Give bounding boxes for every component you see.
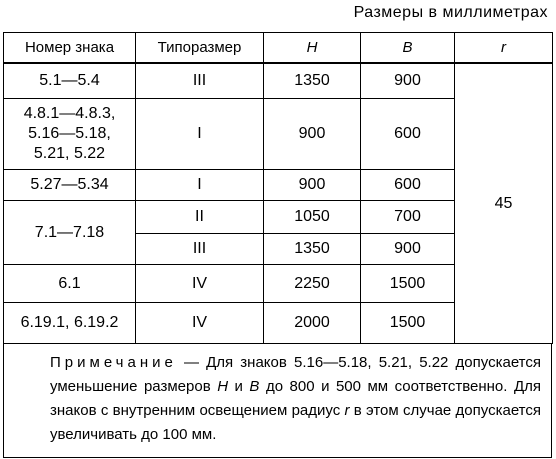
note-box bbox=[3, 343, 552, 458]
cell-h: 2000 bbox=[264, 303, 361, 344]
cell-type: IV bbox=[136, 303, 264, 344]
cell-sign: 7.1—7.18 bbox=[4, 201, 136, 265]
cell-sign-line: 5.16—5.18, bbox=[28, 125, 111, 142]
header-sign-number: Номер знака bbox=[4, 33, 136, 64]
cell-sign: 6.19.1, 6.19.2 bbox=[4, 303, 136, 344]
header-b: B bbox=[361, 33, 455, 64]
cell-h: 1350 bbox=[264, 234, 361, 265]
cell-sign-line: 4.8.1—4.8.3, bbox=[23, 105, 116, 122]
cell-h: 900 bbox=[264, 170, 361, 201]
header-h: H bbox=[264, 33, 361, 64]
header-type-size: Типоразмер bbox=[136, 33, 264, 64]
cell-h: 900 bbox=[264, 99, 361, 170]
cell-sign-line: 5.21, 5.22 bbox=[33, 145, 106, 162]
cell-b: 1500 bbox=[361, 265, 455, 303]
table-row bbox=[4, 63, 553, 99]
cell-sign: 6.1 bbox=[4, 265, 136, 303]
cell-r: 45 bbox=[455, 63, 553, 344]
cell-b: 1500 bbox=[361, 303, 455, 344]
cell-b: 900 bbox=[361, 234, 455, 265]
header-r: r bbox=[455, 33, 553, 64]
cell-sign: 5.27—5.34 bbox=[4, 170, 136, 201]
cell-type: IV bbox=[136, 265, 264, 303]
sign-dimensions-table bbox=[3, 32, 553, 344]
note-label: Примечание bbox=[50, 354, 177, 371]
cell-type: I bbox=[136, 99, 264, 170]
cell-h: 2250 bbox=[264, 265, 361, 303]
cell-sign: 5.1—5.4 bbox=[4, 63, 136, 99]
cell-type: III bbox=[136, 234, 264, 265]
cell-type: I bbox=[136, 170, 264, 201]
cell-b: 700 bbox=[361, 201, 455, 234]
cell-b: 600 bbox=[361, 99, 455, 170]
cell-type: II bbox=[136, 201, 264, 234]
cell-h: 1350 bbox=[264, 63, 361, 99]
cell-b: 600 bbox=[361, 170, 455, 201]
table-header-row bbox=[4, 33, 553, 64]
cell-sign bbox=[4, 99, 136, 170]
note-text: Примечание — Для знаков 5.16—5.18, 5.21, 5.22 допускается уменьшение размеров H и B до 800 и 500 мм соответственно. Для знаков с внутренним освещением радиус r в этом случае допускается увеличивать до 100 мм. bbox=[50, 354, 541, 443]
cell-b: 900 bbox=[361, 63, 455, 99]
units-caption: Размеры в миллиметрах bbox=[353, 4, 548, 21]
cell-h: 1050 bbox=[264, 201, 361, 234]
cell-type: III bbox=[136, 63, 264, 99]
